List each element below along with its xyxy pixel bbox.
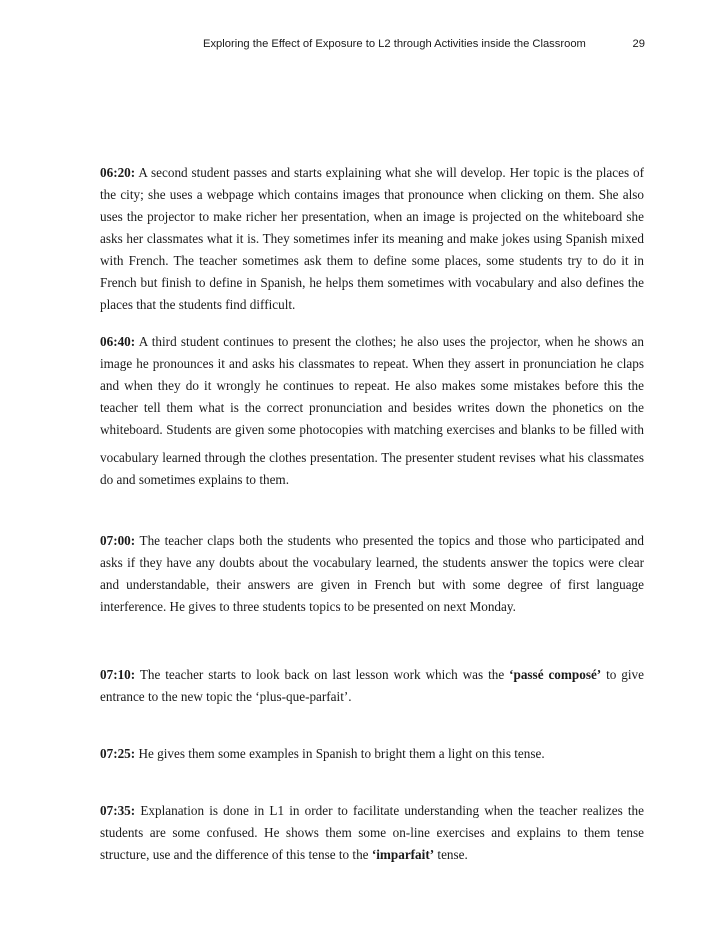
entry-0620 — [100, 162, 644, 316]
entry-text: He gives them some examples in Spanish to bright them a light on this tense. — [135, 746, 545, 761]
entry-paragraph — [100, 664, 644, 708]
entry-paragraph-continued: vocabulary learned through the clothes presentation. The presenter student revises what his classmates do and sometimes explains to them. — [100, 450, 644, 487]
entry-paragraph — [100, 743, 644, 765]
entry-text: A second student passes and starts explaining what she will develop. Her topic is the places of the city; she uses a webpage which contains images that pronounce when clicking on them. She also uses the projector to make richer her presentation, when an image is projected on the whiteboard she asks her classmates what it is. They sometimes infer its meaning and make jokes using Spanish mixed with French. The teacher sometimes ask them to define some places, some students try to do it in French but finish to define in Spanish, he helps them sometimes with vocabulary and also defines the places that the students find difficult. — [100, 165, 644, 312]
entry-text: A third student continues to present the clothes; he also uses the projector, when he shows an image he pronounces it and asks his classmates to repeat. When they assert in pronunciation he claps and when they do it wrongly he continues to repeat. He also makes some mistakes before this the teacher tell them what is the correct pronunciation and besides writes down the phonetics on the whiteboard. Students are given some photocopies with matching exercises and blanks to be filled with — [100, 334, 644, 437]
timestamp: 07:25: — [100, 746, 136, 761]
entry-paragraph — [100, 162, 644, 316]
entry-text-after: tense. — [434, 847, 468, 862]
entry-0735 — [100, 800, 644, 866]
timestamp: 07:10: — [100, 667, 136, 682]
term-imparfait: ‘imparfait’ — [371, 847, 435, 862]
entry-text-before: Explanation is done in L1 in order to facilitate understanding when the teacher realizes the students are some confused. He shows them some on-line exercises and explains to them tense structure, use and the difference of this tense to the — [100, 803, 644, 862]
entry-text: The teacher claps both the students who presented the topics and those who participated and asks if they have any doubts about the vocabulary learned, the students answer the topics were clear and understandable, their answers are given in French but with some degree of first language interference. He gives to three students topics to be presented on next Monday. — [100, 533, 644, 614]
timestamp: 07:00: — [100, 533, 136, 548]
entry-0725 — [100, 743, 644, 765]
page-number: 29 — [632, 38, 645, 50]
entry-0640 — [100, 331, 644, 491]
entry-text-before: The teacher starts to look back on last lesson work which was the — [135, 667, 510, 682]
timestamp: 07:35: — [100, 803, 136, 818]
entry-paragraph — [100, 530, 644, 618]
entry-0710 — [100, 664, 644, 708]
entry-paragraph — [100, 331, 644, 441]
entry-text-after: to give entrance to the new topic the ‘plus-que-parfait’. — [100, 667, 644, 704]
timestamp: 06:40: — [100, 334, 136, 349]
term-passe-compose: ‘passé composé’ — [509, 667, 602, 682]
entry-0700 — [100, 530, 644, 618]
timestamp: 06:20: — [100, 165, 136, 180]
entry-paragraph — [100, 800, 644, 866]
header-title: Exploring the Effect of Exposure to L2 through Activities inside the Classroom — [203, 38, 586, 50]
